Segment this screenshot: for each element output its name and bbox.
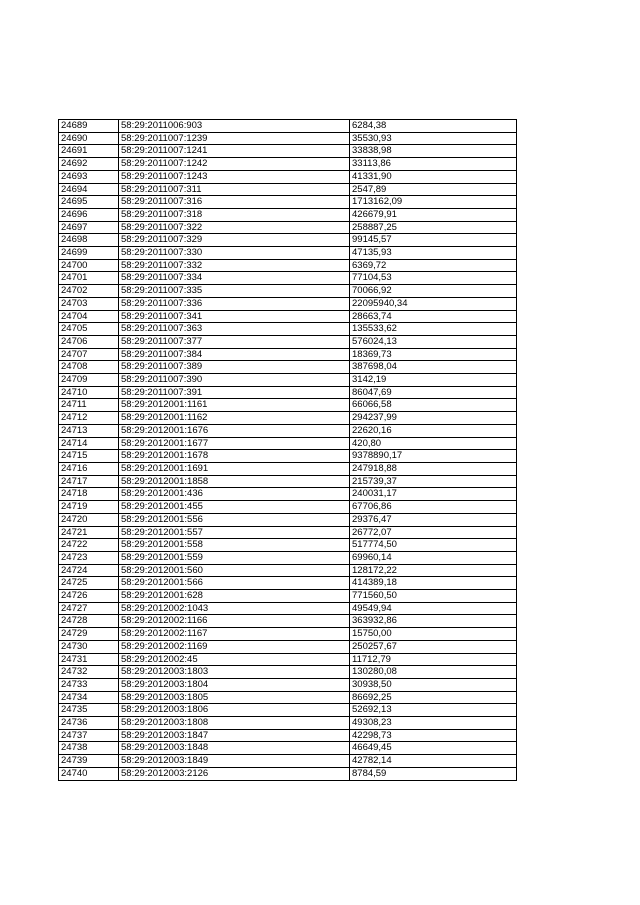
- row-number-cell: 24704: [59, 310, 119, 323]
- table-row: [59, 310, 517, 323]
- row-number-cell: 24700: [59, 259, 119, 272]
- cadastral-number-cell: 58:29:2011007:336: [119, 297, 350, 310]
- table-row: [59, 717, 517, 730]
- cadastral-number-cell: 58:29:2012003:1848: [119, 742, 350, 755]
- cadastral-number-cell: 58:29:2011007:341: [119, 310, 350, 323]
- table-row: [59, 297, 517, 310]
- value-cell: 33838,98: [350, 145, 517, 158]
- value-cell: 517774,50: [350, 539, 517, 552]
- table-row: [59, 602, 517, 615]
- table-row: [59, 386, 517, 399]
- row-number-cell: 24707: [59, 348, 119, 361]
- cadastral-number-cell: 58:29:2011007:334: [119, 272, 350, 285]
- value-cell: 49308,23: [350, 717, 517, 730]
- row-number-cell: 24693: [59, 170, 119, 183]
- table-body: [59, 120, 517, 781]
- cadastral-number-cell: 58:29:2011007:311: [119, 183, 350, 196]
- value-cell: 67706,86: [350, 501, 517, 514]
- table-row: [59, 539, 517, 552]
- row-number-cell: 24696: [59, 208, 119, 221]
- row-number-cell: 24728: [59, 615, 119, 628]
- value-cell: 33113,86: [350, 158, 517, 171]
- cadastral-number-cell: 58:29:2012003:1805: [119, 691, 350, 704]
- value-cell: 52692,13: [350, 704, 517, 717]
- table-row: [59, 755, 517, 768]
- cadastral-number-cell: 58:29:2011007:391: [119, 386, 350, 399]
- value-cell: 86047,69: [350, 386, 517, 399]
- cadastral-number-cell: 58:29:2011007:329: [119, 234, 350, 247]
- table-row: [59, 374, 517, 387]
- value-cell: 363932,86: [350, 615, 517, 628]
- value-cell: 135533,62: [350, 323, 517, 336]
- value-cell: 86692,25: [350, 691, 517, 704]
- value-cell: 11712,79: [350, 653, 517, 666]
- value-cell: 426679,91: [350, 208, 517, 221]
- row-number-cell: 24718: [59, 488, 119, 501]
- table-row: [59, 767, 517, 780]
- row-number-cell: 24690: [59, 132, 119, 145]
- row-number-cell: 24705: [59, 323, 119, 336]
- table-row: [59, 666, 517, 679]
- row-number-cell: 24710: [59, 386, 119, 399]
- value-cell: 130280,08: [350, 666, 517, 679]
- cadastral-number-cell: 58:29:2011007:389: [119, 361, 350, 374]
- table-row: [59, 170, 517, 183]
- cadastral-number-cell: 58:29:2012001:1678: [119, 450, 350, 463]
- value-cell: 42782,14: [350, 755, 517, 768]
- cadastral-number-cell: 58:29:2012001:1161: [119, 399, 350, 412]
- row-number-cell: 24731: [59, 653, 119, 666]
- value-cell: 30938,50: [350, 678, 517, 691]
- cadastral-number-cell: 58:29:2012001:1676: [119, 424, 350, 437]
- cadastral-number-cell: 58:29:2012001:560: [119, 564, 350, 577]
- value-cell: 1713162,09: [350, 196, 517, 209]
- cadastral-number-cell: 58:29:2012001:1858: [119, 475, 350, 488]
- row-number-cell: 24737: [59, 729, 119, 742]
- cadastral-number-cell: 58:29:2012001:1162: [119, 412, 350, 425]
- cadastral-number-cell: 58:29:2012002:1043: [119, 602, 350, 615]
- row-number-cell: 24724: [59, 564, 119, 577]
- value-cell: 99145,57: [350, 234, 517, 247]
- table-row: [59, 475, 517, 488]
- row-number-cell: 24719: [59, 501, 119, 514]
- value-cell: 215739,37: [350, 475, 517, 488]
- cadastral-number-cell: 58:29:2011007:335: [119, 285, 350, 298]
- value-cell: 46649,45: [350, 742, 517, 755]
- cadastral-number-cell: 58:29:2011006:903: [119, 120, 350, 133]
- row-number-cell: 24717: [59, 475, 119, 488]
- table-row: [59, 437, 517, 450]
- cadastral-number-cell: 58:29:2012001:436: [119, 488, 350, 501]
- value-cell: 18369,73: [350, 348, 517, 361]
- row-number-cell: 24725: [59, 577, 119, 590]
- table-row: [59, 590, 517, 603]
- table-row: [59, 564, 517, 577]
- table-row: [59, 513, 517, 526]
- table-row: [59, 208, 517, 221]
- row-number-cell: 24691: [59, 145, 119, 158]
- value-cell: 42298,73: [350, 729, 517, 742]
- row-number-cell: 24692: [59, 158, 119, 171]
- row-number-cell: 24735: [59, 704, 119, 717]
- value-cell: 771560,50: [350, 590, 517, 603]
- table-row: [59, 132, 517, 145]
- value-cell: 77104,53: [350, 272, 517, 285]
- value-cell: 294237,99: [350, 412, 517, 425]
- value-cell: 15750,00: [350, 628, 517, 641]
- table-row: [59, 742, 517, 755]
- row-number-cell: 24706: [59, 335, 119, 348]
- value-cell: 387698,04: [350, 361, 517, 374]
- table-row: [59, 399, 517, 412]
- cadastral-number-cell: 58:29:2012001:1691: [119, 462, 350, 475]
- table-row: [59, 678, 517, 691]
- value-cell: 49549,94: [350, 602, 517, 615]
- row-number-cell: 24739: [59, 755, 119, 768]
- table-row: [59, 551, 517, 564]
- table-row: [59, 488, 517, 501]
- cadastral-number-cell: 58:29:2012003:1849: [119, 755, 350, 768]
- table-row: [59, 234, 517, 247]
- table-row: [59, 729, 517, 742]
- row-number-cell: 24715: [59, 450, 119, 463]
- row-number-cell: 24738: [59, 742, 119, 755]
- row-number-cell: 24711: [59, 399, 119, 412]
- cadastral-value-table: [58, 119, 517, 781]
- value-cell: 70066,92: [350, 285, 517, 298]
- row-number-cell: 24695: [59, 196, 119, 209]
- cadastral-number-cell: 58:29:2012001:628: [119, 590, 350, 603]
- value-cell: 28663,74: [350, 310, 517, 323]
- row-number-cell: 24726: [59, 590, 119, 603]
- cadastral-number-cell: 58:29:2012003:1806: [119, 704, 350, 717]
- table-row: [59, 640, 517, 653]
- table-row: [59, 323, 517, 336]
- value-cell: 47135,93: [350, 247, 517, 260]
- value-cell: 128172,22: [350, 564, 517, 577]
- cadastral-number-cell: 58:29:2011007:318: [119, 208, 350, 221]
- table-row: [59, 120, 517, 133]
- value-cell: 3142,19: [350, 374, 517, 387]
- cadastral-number-cell: 58:29:2011007:316: [119, 196, 350, 209]
- row-number-cell: 24732: [59, 666, 119, 679]
- table-row: [59, 450, 517, 463]
- row-number-cell: 24734: [59, 691, 119, 704]
- row-number-cell: 24727: [59, 602, 119, 615]
- value-cell: 35530,93: [350, 132, 517, 145]
- table-row: [59, 424, 517, 437]
- value-cell: 2547,89: [350, 183, 517, 196]
- value-cell: 258887,25: [350, 221, 517, 234]
- row-number-cell: 24733: [59, 678, 119, 691]
- row-number-cell: 24708: [59, 361, 119, 374]
- table-row: [59, 183, 517, 196]
- table-row: [59, 412, 517, 425]
- cadastral-number-cell: 58:29:2012003:1847: [119, 729, 350, 742]
- cadastral-number-cell: 58:29:2011007:1242: [119, 158, 350, 171]
- cadastral-number-cell: 58:29:2012003:2126: [119, 767, 350, 780]
- row-number-cell: 24689: [59, 120, 119, 133]
- row-number-cell: 24712: [59, 412, 119, 425]
- table-row: [59, 285, 517, 298]
- cadastral-number-cell: 58:29:2012001:1677: [119, 437, 350, 450]
- cadastral-number-cell: 58:29:2012001:455: [119, 501, 350, 514]
- table-row: [59, 462, 517, 475]
- row-number-cell: 24694: [59, 183, 119, 196]
- row-number-cell: 24721: [59, 526, 119, 539]
- cadastral-number-cell: 58:29:2011007:363: [119, 323, 350, 336]
- row-number-cell: 24740: [59, 767, 119, 780]
- value-cell: 250257,67: [350, 640, 517, 653]
- cadastral-number-cell: 58:29:2012002:1169: [119, 640, 350, 653]
- cadastral-number-cell: 58:29:2011007:1241: [119, 145, 350, 158]
- row-number-cell: 24720: [59, 513, 119, 526]
- value-cell: 414389,18: [350, 577, 517, 590]
- table-row: [59, 272, 517, 285]
- cadastral-number-cell: 58:29:2012001:559: [119, 551, 350, 564]
- cadastral-number-cell: 58:29:2011007:1243: [119, 170, 350, 183]
- row-number-cell: 24723: [59, 551, 119, 564]
- cadastral-number-cell: 58:29:2012002:1167: [119, 628, 350, 641]
- row-number-cell: 24714: [59, 437, 119, 450]
- value-cell: 9378890,17: [350, 450, 517, 463]
- table-row: [59, 691, 517, 704]
- cadastral-number-cell: 58:29:2011007:384: [119, 348, 350, 361]
- cadastral-number-cell: 58:29:2012002:45: [119, 653, 350, 666]
- table-row: [59, 158, 517, 171]
- table-row: [59, 361, 517, 374]
- cadastral-number-cell: 58:29:2012002:1166: [119, 615, 350, 628]
- row-number-cell: 24703: [59, 297, 119, 310]
- row-number-cell: 24729: [59, 628, 119, 641]
- row-number-cell: 24699: [59, 247, 119, 260]
- cadastral-number-cell: 58:29:2012003:1804: [119, 678, 350, 691]
- value-cell: 247918,88: [350, 462, 517, 475]
- row-number-cell: 24713: [59, 424, 119, 437]
- cadastral-number-cell: 58:29:2012001:566: [119, 577, 350, 590]
- table-row: [59, 196, 517, 209]
- value-cell: 576024,13: [350, 335, 517, 348]
- cadastral-number-cell: 58:29:2011007:322: [119, 221, 350, 234]
- value-cell: 41331,90: [350, 170, 517, 183]
- table-row: [59, 615, 517, 628]
- table-row: [59, 335, 517, 348]
- row-number-cell: 24697: [59, 221, 119, 234]
- table-row: [59, 628, 517, 641]
- cadastral-number-cell: 58:29:2011007:332: [119, 259, 350, 272]
- table-row: [59, 145, 517, 158]
- row-number-cell: 24698: [59, 234, 119, 247]
- row-number-cell: 24736: [59, 717, 119, 730]
- cadastral-number-cell: 58:29:2012001:556: [119, 513, 350, 526]
- row-number-cell: 24701: [59, 272, 119, 285]
- cadastral-number-cell: 58:29:2012001:557: [119, 526, 350, 539]
- row-number-cell: 24716: [59, 462, 119, 475]
- value-cell: 8784,59: [350, 767, 517, 780]
- cadastral-number-cell: 58:29:2011007:1239: [119, 132, 350, 145]
- value-cell: 29376,47: [350, 513, 517, 526]
- value-cell: 69960,14: [350, 551, 517, 564]
- table-row: [59, 653, 517, 666]
- cadastral-number-cell: 58:29:2012001:558: [119, 539, 350, 552]
- value-cell: 26772,07: [350, 526, 517, 539]
- table-row: [59, 704, 517, 717]
- cadastral-number-cell: 58:29:2012003:1808: [119, 717, 350, 730]
- value-cell: 6369,72: [350, 259, 517, 272]
- table-row: [59, 501, 517, 514]
- table-row: [59, 259, 517, 272]
- value-cell: 6284,38: [350, 120, 517, 133]
- row-number-cell: 24709: [59, 374, 119, 387]
- value-cell: 22095940,34: [350, 297, 517, 310]
- cadastral-number-cell: 58:29:2011007:377: [119, 335, 350, 348]
- cadastral-number-cell: 58:29:2011007:330: [119, 247, 350, 260]
- cadastral-number-cell: 58:29:2012003:1803: [119, 666, 350, 679]
- value-cell: 420,80: [350, 437, 517, 450]
- table-row: [59, 221, 517, 234]
- table-row: [59, 526, 517, 539]
- table-row: [59, 577, 517, 590]
- row-number-cell: 24722: [59, 539, 119, 552]
- value-cell: 22620,16: [350, 424, 517, 437]
- cadastral-number-cell: 58:29:2011007:390: [119, 374, 350, 387]
- value-cell: 66066,58: [350, 399, 517, 412]
- table-row: [59, 348, 517, 361]
- row-number-cell: 24702: [59, 285, 119, 298]
- value-cell: 240031,17: [350, 488, 517, 501]
- table-row: [59, 247, 517, 260]
- row-number-cell: 24730: [59, 640, 119, 653]
